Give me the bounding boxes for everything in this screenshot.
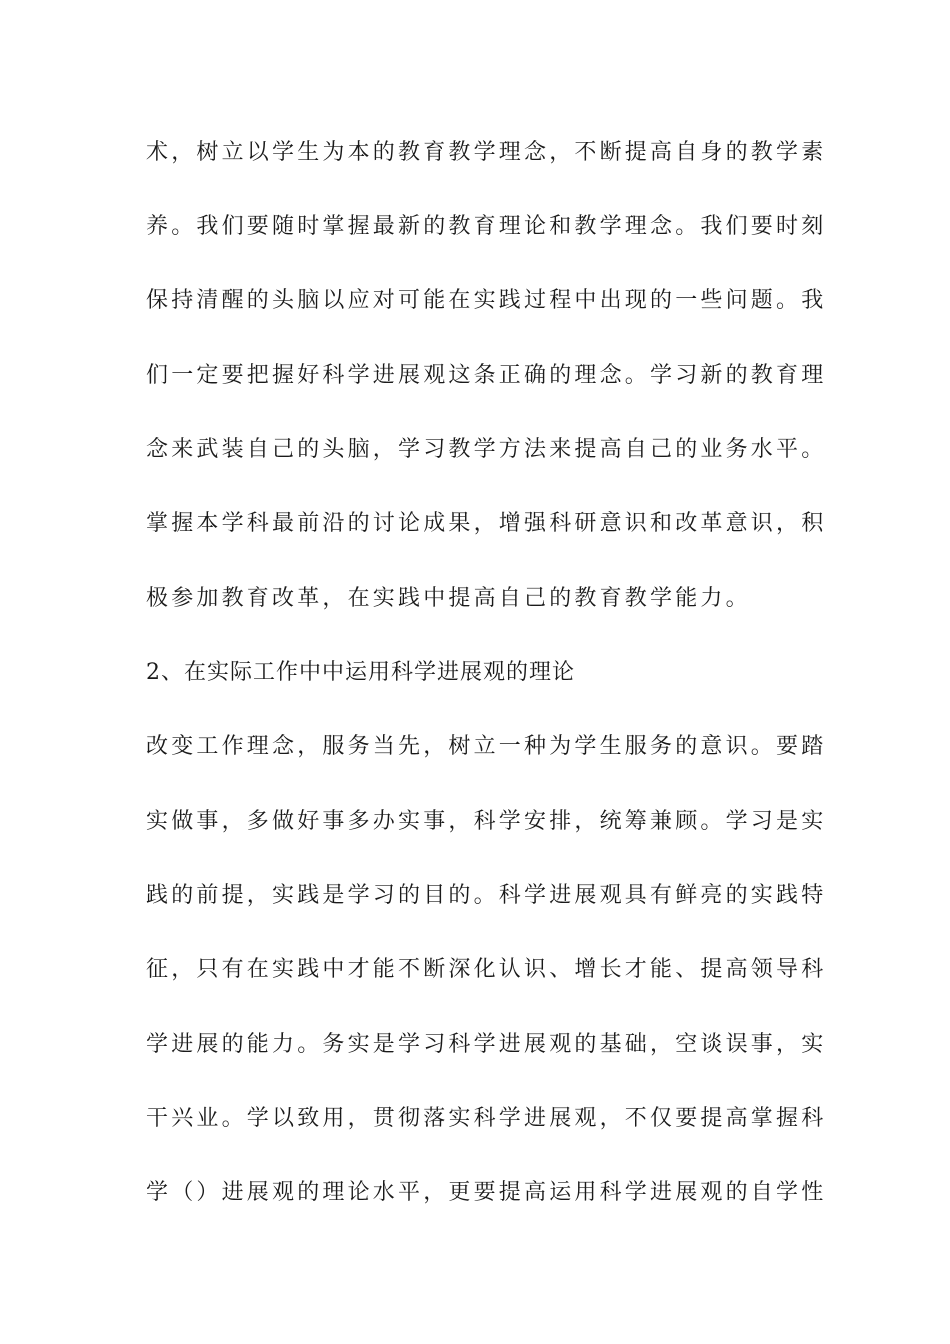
paragraph-line: 养。我们要随时掌握最新的教育理论和教学理念。我们要时刻 [146,214,827,239]
paragraph-line: 念来武装自己的头脑，学习教学方法来提高自己的业务水平。 [146,437,827,462]
paragraph-line: 极参加教育改革，在实践中提高自己的教育教学能力。 [146,586,751,611]
paragraph-line: 征，只有在实践中才能不断深化认识、增长才能、提高领导科 [146,957,827,982]
paragraph-line: 改变工作理念，服务当先，树立一种为学生服务的意识。要踏 [146,734,827,759]
paragraph-line: 践的前提，实践是学习的目的。科学进展观具有鲜亮的实践特 [146,883,827,908]
paragraph-line: 实做事，多做好事多办实事，科学安排，统筹兼顾。学习是实 [146,809,827,834]
paragraph-line: 学进展的能力。务实是学习科学进展观的基础，空谈误事，实 [146,1032,827,1057]
paragraph-line: 术，树立以学生为本的教育教学理念，不断提高自身的教学素 [146,140,827,165]
paragraph-line: 保持清醒的头脑以应对可能在实践过程中出现的一些问题。我 [146,288,827,313]
paragraph-line: 们一定要把握好科学进展观这条正确的理念。学习新的教育理 [146,363,827,388]
paragraph-line: 掌握本学科最前沿的讨论成果，增强科研意识和改革意识，积 [146,511,827,536]
paragraph-line: 干兴业。学以致用，贯彻落实科学进展观，不仅要提高掌握科 [146,1106,827,1131]
section-heading: 2、在实际工作中中运用科学进展观的理论 [146,660,575,685]
paragraph-line: 学（）进展观的理论水平，更要提高运用科学进展观的自学性 [146,1180,827,1205]
